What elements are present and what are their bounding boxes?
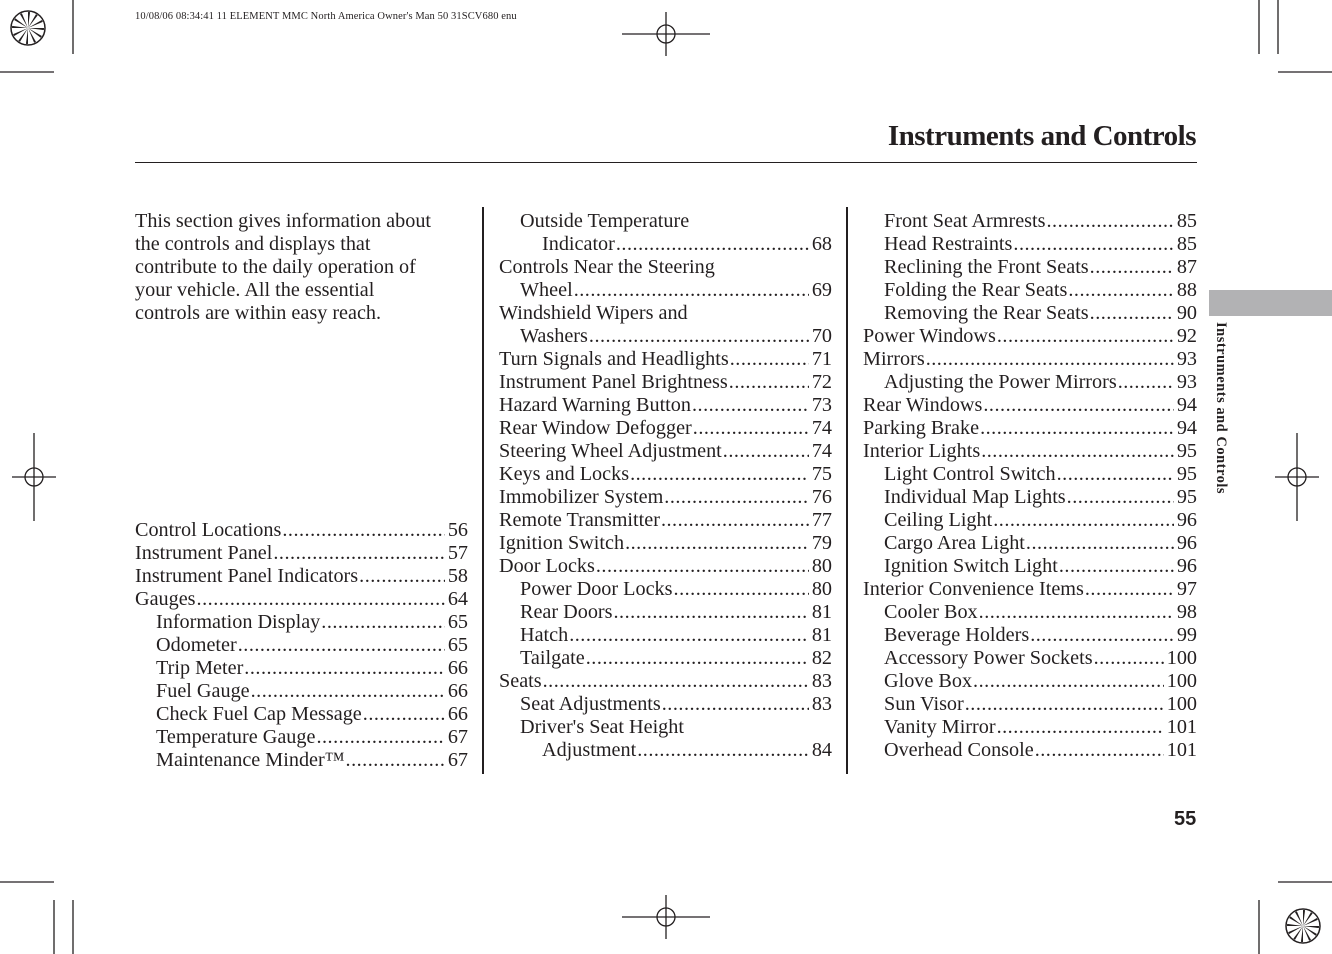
toc-entry-label: Information Display [156, 611, 321, 633]
toc-entry[interactable] [863, 371, 1197, 394]
toc-entry-page: 75 [811, 463, 832, 485]
print-header: 10/08/06 08:34:41 11 ELEMENT MMC North America Owner's Man 50 31SCV680 enu [135, 11, 517, 22]
toc-entry-page: 96 [1176, 555, 1197, 577]
toc-entry-page: 81 [811, 624, 832, 646]
toc-entry[interactable] [499, 233, 832, 256]
toc-leader-dots [1030, 624, 1174, 647]
toc-entry[interactable] [135, 726, 468, 749]
toc-leader-dots [616, 233, 809, 256]
toc-entry-page: 80 [811, 578, 832, 600]
toc-entry-page: 82 [811, 647, 832, 669]
toc-entry-label: Interior Lights [863, 440, 981, 462]
toc-leader-dots [282, 519, 444, 542]
toc-entry-label: Outside Temperature [520, 210, 690, 232]
toc-entry[interactable] [499, 394, 832, 417]
toc-entry-label: Trip Meter [156, 657, 244, 679]
toc-entry-page: 83 [811, 693, 832, 715]
toc-entry-page: 64 [447, 588, 468, 610]
toc-leader-dots [346, 749, 445, 772]
toc-entry[interactable] [499, 325, 832, 348]
toc-entry-page: 85 [1176, 210, 1197, 232]
toc-entry-label: Parking Brake [863, 417, 980, 439]
toc-entry-label: Ignition Switch Light [884, 555, 1058, 577]
toc-entry[interactable] [863, 463, 1197, 486]
toc-entry[interactable] [863, 348, 1197, 371]
toc-leader-dots [983, 394, 1173, 417]
toc-entry[interactable] [499, 509, 832, 532]
toc-entry-page: 93 [1176, 371, 1197, 393]
toc-entry[interactable] [863, 739, 1197, 762]
toc-entry[interactable] [863, 440, 1197, 463]
toc-entry-label: Gauges [135, 588, 196, 610]
toc-leader-dots [723, 440, 809, 463]
toc-leader-dots [625, 532, 809, 555]
toc-entry-page: 100 [1166, 693, 1197, 715]
toc-entry[interactable] [863, 256, 1197, 279]
toc-leader-dots [1067, 486, 1174, 509]
toc-leader-dots [244, 657, 445, 680]
toc-entry[interactable] [499, 670, 832, 693]
toc-entry[interactable] [499, 532, 832, 555]
toc-entry[interactable] [135, 680, 468, 703]
toc-leader-dots [586, 647, 809, 670]
toc-leader-dots [1068, 279, 1173, 302]
toc-leader-dots [321, 611, 445, 634]
toc-entry-page: 68 [811, 233, 832, 255]
toc-entry[interactable] [499, 739, 832, 762]
toc-entry[interactable] [863, 693, 1197, 716]
toc-leader-dots [1035, 739, 1164, 762]
toc-entry[interactable] [863, 302, 1197, 325]
section-tab [1209, 290, 1332, 316]
toc-entry-page: 69 [811, 279, 832, 301]
toc-entry[interactable] [499, 716, 832, 739]
toc-entry[interactable] [499, 417, 832, 440]
intro-line: the controls and displays that [135, 233, 371, 255]
toc-leader-dots [997, 325, 1174, 348]
toc-entry-label: Rear Windows [863, 394, 983, 416]
toc-entry-page: 97 [1176, 578, 1197, 600]
toc-entry-label: Overhead Console [884, 739, 1034, 761]
title-rule [135, 162, 1197, 163]
toc-entry-page: 74 [811, 440, 832, 462]
toc-leader-dots [993, 509, 1174, 532]
toc-entry-label: Temperature Gauge [156, 726, 316, 748]
toc-entry-label: Steering Wheel Adjustment [499, 440, 722, 462]
toc-leader-dots [1026, 532, 1174, 555]
toc-entry-page: 67 [447, 726, 468, 748]
intro-paragraph [135, 210, 475, 325]
toc-entry-label: Beverage Holders [884, 624, 1030, 646]
toc-entry[interactable] [499, 463, 832, 486]
toc-entry-label: Door Locks [499, 555, 595, 577]
toc-entry-label: Seat Adjustments [520, 693, 661, 715]
toc-entry-page: 73 [811, 394, 832, 416]
toc-entry-label: Keys and Locks [499, 463, 630, 485]
toc-entry[interactable] [499, 647, 832, 670]
toc-entry[interactable] [499, 578, 832, 601]
toc-entry-label: Washers [520, 325, 588, 347]
toc-entry-page: 101 [1166, 716, 1197, 738]
toc-leader-dots [1085, 578, 1174, 601]
toc-entry-page: 85 [1176, 233, 1197, 255]
toc-leader-dots [730, 348, 809, 371]
toc-entry[interactable] [499, 555, 832, 578]
toc-entry-label: Immobilizer System [499, 486, 664, 508]
toc-entry-page: 66 [447, 657, 468, 679]
toc-entry-page: 56 [447, 519, 468, 541]
toc-entry[interactable] [499, 256, 832, 279]
intro-line: your vehicle. All the essential [135, 279, 375, 301]
toc-entry[interactable] [863, 325, 1197, 348]
toc-entry-page: 58 [447, 565, 468, 587]
toc-entry[interactable] [863, 578, 1197, 601]
side-tab-label: Instruments and Controls [1213, 322, 1229, 495]
toc-leader-dots [197, 588, 445, 611]
toc-entry-page: 57 [447, 542, 468, 564]
toc-entry-label: Fuel Gauge [156, 680, 250, 702]
toc-entry[interactable] [863, 417, 1197, 440]
toc-leader-dots [973, 670, 1164, 693]
toc-entry-label: Interior Convenience Items [863, 578, 1084, 600]
toc-leader-dots [630, 463, 809, 486]
toc-entry-label: Check Fuel Cap Message [156, 703, 362, 725]
toc-entry[interactable] [135, 634, 468, 657]
toc-entry-label: Remote Transmitter [499, 509, 660, 531]
toc-leader-dots [981, 440, 1174, 463]
toc-entry-page: 65 [447, 634, 468, 656]
toc-entry-label: Mirrors [863, 348, 925, 370]
toc-entry-label: Turn Signals and Headlights [499, 348, 729, 370]
column-divider [482, 207, 484, 774]
toc-entry-page: 98 [1176, 601, 1197, 623]
toc-entry[interactable] [499, 371, 832, 394]
toc-entry[interactable] [135, 519, 468, 542]
toc-entry-label: Controls Near the Steering [499, 256, 715, 278]
toc-entry[interactable] [863, 233, 1197, 256]
toc-entry-page: 88 [1176, 279, 1197, 301]
toc-entry-label: Driver's Seat Height [520, 716, 684, 738]
toc-entry-page: 83 [811, 670, 832, 692]
toc-leader-dots [574, 279, 809, 302]
toc-entry-page: 94 [1176, 394, 1197, 416]
registration-target-icon [11, 11, 45, 45]
toc-entry[interactable] [135, 703, 468, 726]
toc-leader-dots [661, 509, 809, 532]
toc-column-2 [499, 210, 832, 762]
toc-leader-dots [1057, 463, 1174, 486]
toc-leader-dots [543, 670, 809, 693]
toc-entry-label: Rear Window Defogger [499, 417, 692, 439]
toc-entry[interactable] [863, 716, 1197, 739]
toc-column-1 [135, 519, 468, 772]
toc-entry[interactable] [863, 279, 1197, 302]
toc-entry-page: 96 [1176, 509, 1197, 531]
toc-entry-label: Odometer [156, 634, 237, 656]
toc-leader-dots [1090, 256, 1174, 279]
toc-entry[interactable] [135, 542, 468, 565]
toc-entry[interactable] [863, 601, 1197, 624]
toc-leader-dots [637, 739, 809, 762]
toc-entry[interactable] [863, 210, 1197, 233]
toc-entry[interactable] [499, 348, 832, 371]
toc-entry-label: Tailgate [520, 647, 585, 669]
toc-entry-label: Ignition Switch [499, 532, 625, 554]
registration-target-icon [1286, 909, 1320, 943]
toc-entry-page: 79 [811, 532, 832, 554]
toc-entry-label: Windshield Wipers and [499, 302, 688, 324]
toc-entry-label: Reclining the Front Seats [884, 256, 1089, 278]
toc-entry[interactable] [499, 440, 832, 463]
toc-entry[interactable] [135, 565, 468, 588]
toc-entry-label: Rear Doors [520, 601, 613, 623]
toc-entry-label: Power Windows [863, 325, 996, 347]
toc-leader-dots [1013, 233, 1173, 256]
toc-leader-dots [569, 624, 809, 647]
toc-entry[interactable] [863, 394, 1197, 417]
intro-line: controls are within easy reach. [135, 302, 382, 324]
toc-entry[interactable] [135, 611, 468, 634]
toc-entry-label: Power Door Locks [520, 578, 673, 600]
toc-leader-dots [614, 601, 809, 624]
toc-entry-label: Instrument Panel Indicators [135, 565, 359, 587]
toc-entry-page: 87 [1176, 256, 1197, 278]
toc-entry-page: 70 [811, 325, 832, 347]
toc-entry-page: 81 [811, 601, 832, 623]
toc-leader-dots [693, 417, 809, 440]
toc-column-3 [863, 210, 1197, 762]
toc-entry-label: Light Control Switch [884, 463, 1056, 485]
toc-entry[interactable] [135, 749, 468, 772]
toc-leader-dots [1090, 302, 1174, 325]
toc-entry[interactable] [863, 670, 1197, 693]
toc-entry-page: 74 [811, 417, 832, 439]
toc-entry-page: 100 [1166, 647, 1197, 669]
toc-entry[interactable] [863, 647, 1197, 670]
toc-entry-label: Cooler Box [884, 601, 978, 623]
toc-entry-label: Ceiling Light [884, 509, 993, 531]
toc-entry-label: Vanity Mirror [884, 716, 996, 738]
toc-entry-label: Adjustment [542, 739, 637, 761]
toc-entry-page: 100 [1166, 670, 1197, 692]
toc-entry-page: 95 [1176, 440, 1197, 462]
toc-entry[interactable] [499, 601, 832, 624]
toc-entry-label: Instrument Panel [135, 542, 273, 564]
toc-leader-dots [662, 693, 809, 716]
toc-entry-label: Removing the Rear Seats [884, 302, 1089, 324]
toc-leader-dots [979, 601, 1174, 624]
toc-leader-dots [997, 716, 1164, 739]
toc-entry-label: Cargo Area Light [884, 532, 1025, 554]
toc-entry[interactable] [499, 693, 832, 716]
toc-leader-dots [589, 325, 809, 348]
toc-entry-page: 95 [1176, 463, 1197, 485]
toc-entry-page: 80 [811, 555, 832, 577]
toc-leader-dots [316, 726, 444, 749]
toc-entry-page: 94 [1176, 417, 1197, 439]
toc-leader-dots [1059, 555, 1174, 578]
toc-entry-page: 84 [811, 739, 832, 761]
toc-entry-page: 72 [811, 371, 832, 393]
toc-leader-dots [664, 486, 809, 509]
toc-leader-dots [251, 680, 445, 703]
toc-entry-page: 92 [1176, 325, 1197, 347]
page-number: 55 [1174, 808, 1197, 830]
toc-entry[interactable] [499, 279, 832, 302]
toc-entry-page: 90 [1176, 302, 1197, 324]
toc-leader-dots [692, 394, 809, 417]
toc-entry-page: 67 [447, 749, 468, 771]
toc-entry-label: Sun Visor [884, 693, 964, 715]
toc-entry[interactable] [135, 588, 468, 611]
toc-entry-label: Hazard Warning Button [499, 394, 691, 416]
toc-entry[interactable] [499, 624, 832, 647]
toc-leader-dots [1094, 647, 1164, 670]
intro-line: This section gives information about [135, 210, 432, 232]
toc-leader-dots [238, 634, 445, 657]
toc-entry[interactable] [863, 624, 1197, 647]
page-title: Instruments and Controls [887, 120, 1196, 152]
toc-entry-page: 93 [1176, 348, 1197, 370]
toc-entry-page: 65 [447, 611, 468, 633]
toc-entry[interactable] [863, 486, 1197, 509]
toc-leader-dots [729, 371, 809, 394]
toc-leader-dots [596, 555, 809, 578]
toc-entry-page: 95 [1176, 486, 1197, 508]
toc-entry[interactable] [135, 657, 468, 680]
toc-entry[interactable] [499, 210, 832, 233]
toc-entry-label: Indicator [542, 233, 615, 255]
toc-leader-dots [1047, 210, 1174, 233]
toc-entry[interactable] [863, 509, 1197, 532]
toc-entry-label: Maintenance Minder™ [156, 749, 345, 771]
toc-leader-dots [965, 693, 1164, 716]
toc-entry-label: Glove Box [884, 670, 973, 692]
toc-entry-label: Front Seat Armrests [884, 210, 1046, 232]
toc-entry[interactable] [863, 532, 1197, 555]
toc-entry-label: Hatch [520, 624, 569, 646]
toc-leader-dots [926, 348, 1174, 371]
toc-entry-page: 96 [1176, 532, 1197, 554]
intro-line: contribute to the daily operation of [135, 256, 416, 278]
toc-entry[interactable] [499, 302, 832, 325]
toc-entry-page: 71 [811, 348, 832, 370]
toc-entry-label: Control Locations [135, 519, 282, 541]
toc-leader-dots [273, 542, 444, 565]
toc-entry-page: 66 [447, 703, 468, 725]
column-divider [846, 207, 848, 774]
toc-leader-dots [674, 578, 809, 601]
toc-entry-page: 76 [811, 486, 832, 508]
toc-entry-label: Folding the Rear Seats [884, 279, 1068, 301]
toc-entry-label: Adjusting the Power Mirrors [884, 371, 1117, 393]
toc-leader-dots [359, 565, 445, 588]
toc-entry-label: Individual Map Lights [884, 486, 1066, 508]
toc-entry-label: Accessory Power Sockets [884, 647, 1093, 669]
toc-entry-page: 99 [1176, 624, 1197, 646]
toc-entry-page: 66 [447, 680, 468, 702]
toc-entry-page: 77 [811, 509, 832, 531]
toc-entry-page: 101 [1166, 739, 1197, 761]
toc-entry-label: Seats [499, 670, 542, 692]
toc-leader-dots [363, 703, 445, 726]
toc-entry[interactable] [499, 486, 832, 509]
toc-leader-dots [980, 417, 1174, 440]
toc-entry-label: Instrument Panel Brightness [499, 371, 728, 393]
toc-entry-label: Wheel [520, 279, 573, 301]
toc-entry-label: Head Restraints [884, 233, 1013, 255]
toc-entry[interactable] [863, 555, 1197, 578]
toc-leader-dots [1118, 371, 1174, 394]
